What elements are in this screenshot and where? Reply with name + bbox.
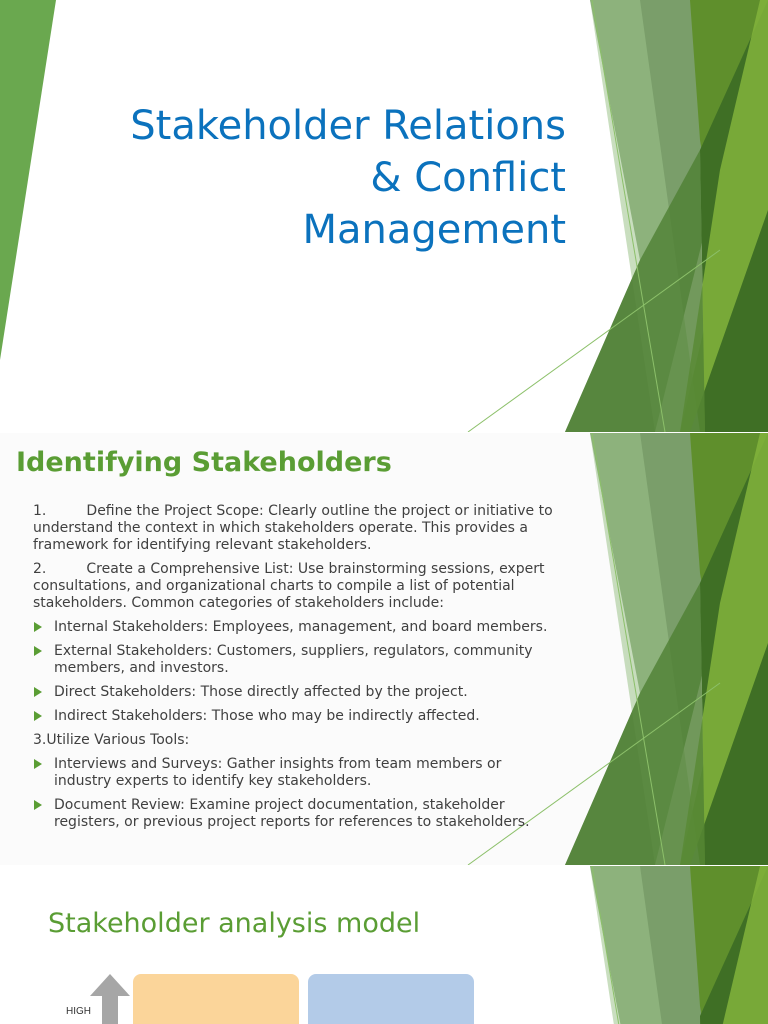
bullet-arrow-icon	[34, 711, 42, 721]
bullet-item	[33, 756, 553, 790]
quadrant-box	[133, 974, 299, 1024]
quadrant-box	[308, 974, 474, 1024]
bullet-text: Internal Stakeholders: Employees, management, and board members.	[54, 619, 548, 635]
bullet-item	[33, 619, 553, 636]
bullet-text: Interviews and Surveys: Gather insights from team members or industry experts to identify key stakeholders.	[54, 756, 502, 789]
bullet-text: Indirect Stakeholders: Those who may be indirectly affected.	[54, 708, 480, 724]
bullet-arrow-icon	[34, 687, 42, 697]
bullet-text: Document Review: Examine project documentation, stakeholder registers, or previous project reports for references to stakeholders.	[54, 797, 530, 830]
arrow-up-icon	[88, 974, 132, 1024]
bullet-arrow-icon	[34, 622, 42, 632]
paragraph: 2. Create a Comprehensive List: Use brainstorming sessions, expert consultations, and organizational charts to compile a list of potential stakeholders. Common categories of stakeholders include:	[33, 561, 545, 611]
title-line: & Conflict	[370, 155, 566, 201]
bullet-text: Direct Stakeholders: Those directly affected by the project.	[54, 684, 468, 700]
slide-title	[0, 0, 768, 432]
bullet-arrow-icon	[34, 759, 42, 769]
bullet-text: External Stakeholders: Customers, suppliers, regulators, community members, and investors.	[54, 643, 533, 676]
axis-label-high: HIGH	[66, 1006, 91, 1017]
slide-body	[33, 503, 553, 838]
bullet-arrow-icon	[34, 646, 42, 656]
paragraph: 1. Define the Project Scope: Clearly outline the project or initiative to understand the context in which stakeholders operate. This provides a framework for identifying relevant stakeholders.	[33, 503, 553, 553]
bullet-arrow-icon	[34, 800, 42, 810]
title-line: Management	[302, 207, 566, 253]
bullet-item	[33, 684, 553, 701]
slide-heading: Stakeholder analysis model	[48, 908, 421, 939]
paragraph: 3.Utilize Various Tools:	[33, 732, 190, 748]
bullet-item	[33, 643, 553, 677]
slide-identifying-stakeholders	[0, 433, 768, 865]
slide-heading: Identifying Stakeholders	[16, 447, 392, 478]
bullet-item	[33, 797, 553, 831]
title-line: Stakeholder Relations	[130, 103, 566, 149]
bullet-item	[33, 708, 553, 725]
slide-stakeholder-analysis	[0, 866, 768, 1024]
slide-title-text	[46, 100, 566, 256]
